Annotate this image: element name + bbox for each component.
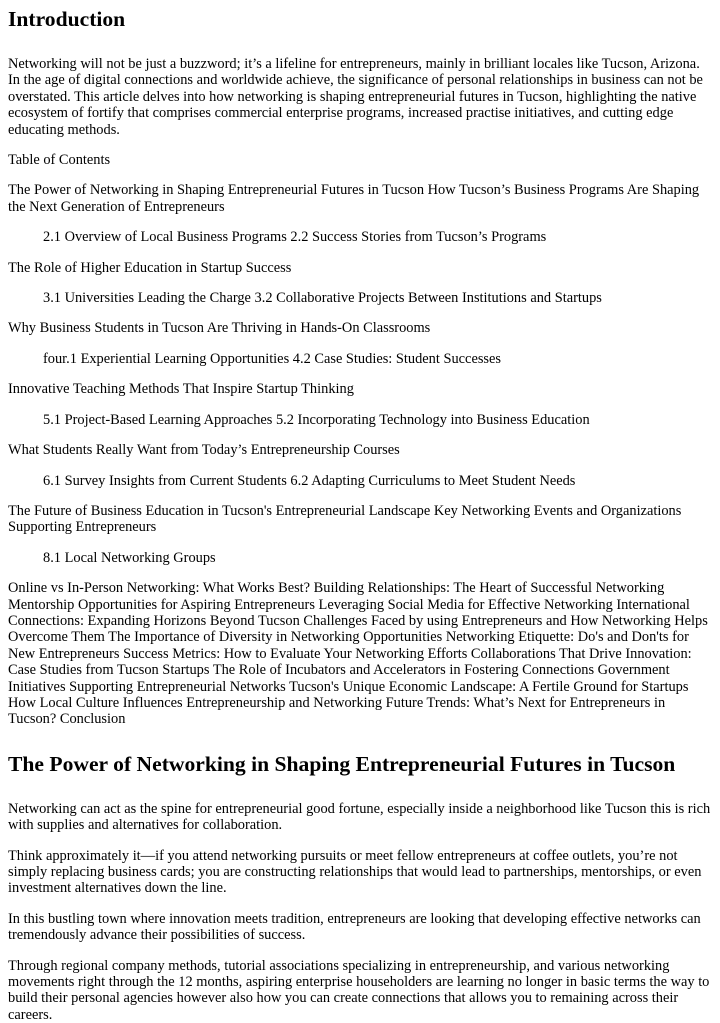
toc-subitems: four.1 Experiential Learning Opportunities 4.2 Case Studies: Student Successes xyxy=(43,350,502,367)
toc-item: The Role of Higher Education in Startup Success xyxy=(8,259,292,276)
section-paragraph: In this bustling town where innovation meets tradition, entrepreneurs are looking that developing effective networks can tremendously advance their possibilities of success. xyxy=(8,910,701,944)
section-heading: The Power of Networking in Shaping Entrepreneurial Futures in Tucson xyxy=(8,751,676,776)
toc-subitems: 5.1 Project-Based Learning Approaches 5.2 Incorporating Technology into Business Education xyxy=(43,411,590,428)
introduction-paragraph: Networking will not be just a buzzword; it’s a lifeline for entrepreneurs, mainly in brilliant locales like Tucson, Arizona. In the age of digital connections and worldwide achieve, the significance of personal relationships in business can not be overstated. This article delves into how networking is shaping entrepreneurial futures in Tucson, highlighting the native ecosystem of fortify that comprises commercial enterprise programs, increased practise initiatives, and cutting edge educating methods. xyxy=(8,56,703,138)
section-paragraph: Think approximately it—if you attend networking pursuits or meet fellow entrepreneurs at coffee outlets, you’re not simply replacing business cards; you are constructing relationships that would lead to partnerships, mentorships, or even investment alternatives down the line. xyxy=(8,847,702,897)
section-paragraph: Through regional company methods, tutorial associations specializing in entrepreneurship, and various networking movements right through the 12 months, aspiring enterprise householders are learning no longer in basic terms the way to build their personal agencies however also how you can create connections that allows you to remaining across their careers. xyxy=(8,957,710,1023)
toc-subitems: 8.1 Local Networking Groups xyxy=(43,549,216,566)
toc-item: Why Business Students in Tucson Are Thriving in Hands-On Classrooms xyxy=(8,320,431,337)
toc-item: What Students Really Want from Today’s Entrepreneurship Courses xyxy=(8,442,400,459)
table-of-contents xyxy=(8,152,713,728)
introduction-heading: Introduction xyxy=(8,7,126,31)
toc-item: Innovative Teaching Methods That Inspire Startup Thinking xyxy=(8,381,354,398)
toc-subitems: 2.1 Overview of Local Business Programs 2.2 Success Stories from Tucson’s Programs xyxy=(43,229,547,246)
toc-subitems: 3.1 Universities Leading the Charge 3.2 Collaborative Projects Between Institutions and Startups xyxy=(43,290,602,307)
toc-item: The Power of Networking in Shaping Entrepreneurial Futures in Tucson How Tucson’s Business Programs Are Shaping the Next Generation of Entrepreneurs xyxy=(8,182,700,215)
section-paragraph: Networking can act as the spine for entrepreneurial good fortune, especially inside a neighborhood like Tucson this is rich with supplies and alternatives for collaboration. xyxy=(8,800,711,834)
toc-title: Table of Contents xyxy=(8,152,111,169)
toc-item: The Future of Business Education in Tucson's Entrepreneurial Landscape Key Networking Events and Organizations Supporting Entrepreneurs xyxy=(8,502,682,536)
toc-remaining-items: Online vs In-Person Networking: What Works Best? Building Relationships: The Heart of Successful Networking Mentorship Opportunities for Aspiring Entrepreneurs Leveraging Social Media for Effective Networking International Connections: Expanding Horizons Beyond Tucson Challenges Faced by using Entrepreneurs and How Networking Helps Overcome Them The Importance of Diversity in Networking Opportunities Networking Etiquette: Do's and Don'ts for New Entrepreneurs Success Metrics: How to Evaluate Your Networking Efforts Collaborations That Drive Innovation: Case Studies from Tucson Startups The Role of Incubators and Accelerators in Fostering Connections Government Initiatives Supporting Entrepreneurial Networks Tucson's Unique Economic Landscape: A Fertile Ground for Startups How Local Culture Influences Entrepreneurship and Networking Future Trends: What’s Next for Entrepreneurs in Tucson? Conclusion xyxy=(8,580,708,728)
toc-subitems: 6.1 Survey Insights from Current Students 6.2 Adapting Curriculums to Meet Student Needs xyxy=(43,472,576,489)
